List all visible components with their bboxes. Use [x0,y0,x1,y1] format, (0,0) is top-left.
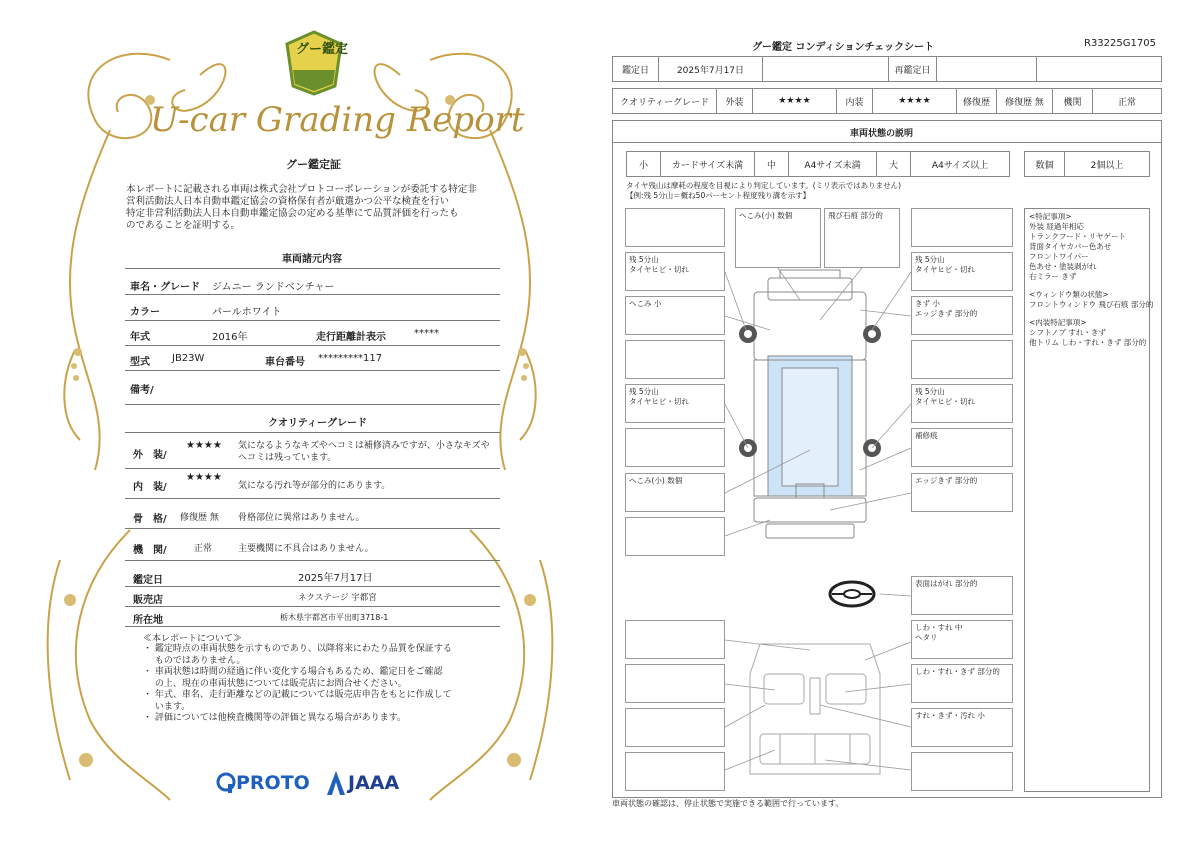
interior-box-seat: しわ・すれ・きず 部分的 [911,664,1013,703]
date-row [612,56,1162,82]
divider [125,294,500,295]
quality-section-title: クオリティーグレード [268,418,367,429]
divider [125,268,500,269]
year-label: 年式 [130,332,150,343]
divider [125,345,500,346]
divider [125,560,500,561]
damage-box-blank [911,208,1013,247]
year-value: 2016年 [212,332,248,343]
chassis-value: *********117 [318,353,383,364]
condition-check-sheet [600,0,1200,848]
divider [125,468,500,469]
address-label: 所在地 [133,615,163,626]
size-medium-key: 中 [755,152,789,176]
chassis-label: 車台番号 [265,357,305,368]
divider [125,320,500,321]
tire-box-front-right: 残 5分山 タイヤヒビ・切れ [911,252,1013,291]
tire-box-rear-right: 残 5分山 タイヤヒビ・切れ [911,384,1013,423]
report-script-title: U-car Grading Report [150,100,525,140]
size-large-key: 大 [877,152,911,176]
logo-text: グー鑑定 [296,42,349,57]
interior-box-seat-front: しわ・すれ 中 ヘタリ [911,620,1013,659]
count-desc: 2個以上 [1090,160,1124,171]
divider [125,432,500,433]
vehicle-interior-diagram [740,634,890,784]
about-notes: ・ 鑑定時点の車両状態を示すものであり、以降将来にわたり品質を保証する ものではありません。 ・ 車両状態は時間の経過に伴い変化する場合もあるため、鑑定日をご確認 の上、現在の車両状態については販売店にお問合せください。 ・ 年式、車名、走行距離などの記載については販売店申告をもとに作成して います。 ・ 評価については他検査機関等の評価と異なる場合があります。 [143,644,452,723]
interior-label: 内装 [837,89,873,113]
jaaa-brand: JAAA [348,772,400,794]
special-notes-box: <特記事項> 外装 経過年相応 トランクフード・リヤゲート 背面タイヤカバー色あせ フロントワイパー 色あせ・塗装剥がれ 右ミラー きず <ウィンドウ類の状態> フロントウィンドウ 飛び石痕 部分的 <内装特記事項> シフトノブ すれ・きず 他トリム しわ・すれ・きず 部分的 [1024,208,1150,792]
damage-box-blank [911,340,1013,379]
damage-box-blank [625,208,725,247]
divider [125,626,500,627]
tire-note-2: 【例:残 5分山＝概ね50パーセント程度残り溝を示す】 [626,191,811,200]
frame-label: 骨 格/ [133,514,167,525]
damage-box-blank [625,340,725,379]
sheet-title: グー鑑定 コンディションチェックシート [752,42,935,53]
interior-stars: ★★★★ [186,472,222,483]
size-legend [626,151,1010,177]
repair-history-label: 修復歴 [957,89,997,113]
color-value: パールホワイト [212,307,282,318]
report-number: R33225G1705 [1084,38,1156,49]
damage-box-rear-right: 補修痕 [911,428,1013,467]
tire-box-rear-left: 残 5分山 タイヤヒビ・切れ [625,384,725,423]
jaaa-logo-icon [326,770,346,796]
exterior-stars: ★★★★ [186,440,222,451]
proto-brand: PROTO [236,772,310,794]
engine-value: 正常 [194,544,213,554]
mileage-label: 走行距離計表示 [316,332,386,343]
interior-box-blank [625,708,725,747]
interior-comment: 気になる汚れ等が部分的にあります。 [238,481,391,491]
tire-box-front-left: 残 5分山 タイヤヒビ・切れ [625,252,725,291]
engine-value: 正常 [1117,97,1136,108]
model-value: JB23W [172,353,205,364]
tire-note-1: タイヤ残山は摩耗の程度を目視により判定しています。(ミリ表示ではありません) [626,181,902,190]
damage-box-rear: エッジきず 部分的 [911,473,1013,512]
count-key: 数個 [1025,152,1065,176]
interior-box-steering: 表面はがれ 部分的 [911,576,1013,615]
blank-cell [1037,57,1161,81]
damage-box-front-left: へこみ(小) 数個 [735,208,821,268]
inspection-date-value: 2025年7月17日 [298,573,373,584]
frame-comment: 骨格部位に異常はありません。 [238,513,365,523]
reinspection-value [937,57,1037,81]
proto-logo-icon [216,772,236,794]
spec-section-title: 車両諸元内容 [282,254,342,265]
exterior-label: 外装 [717,89,753,113]
damage-box-rear-left: へこみ(小) 数個 [625,473,725,512]
size-small-key: 小 [627,152,661,176]
interior-box-blank [911,752,1013,791]
vehicle-exterior-diagram [720,248,900,542]
remarks-label: 備考/ [130,385,154,396]
damage-box-right-front: きず 小 エッジきず 部分的 [911,296,1013,335]
interior-box-trim: すれ・きず・汚れ 小 [911,708,1013,747]
size-medium-desc: A4サイズ未満 [789,152,877,176]
frame-value: 修復歴 無 [180,513,219,523]
exterior-label: 外 装/ [133,450,167,461]
inspection-date-value: 2025年7月17日 [659,57,763,81]
engine-label: 機関 [1053,89,1093,113]
inspection-date-label: 鑑定日 [613,57,659,81]
sheet-footer-note: 車両状態の確認は、停止状態で実施できる範囲で行っています。 [612,799,844,808]
reinspection-label: 再鑑定日 [889,57,937,81]
damage-box-blank [625,517,725,556]
certificate-title: グー鑑定証 [286,158,341,171]
steering-wheel-icon [828,580,876,608]
divider [125,586,500,587]
interior-stars: ★★★★ [873,89,957,113]
divider [612,142,1162,143]
repair-history-value: 修復歴 無 [997,89,1053,113]
interior-box-blank [625,664,725,703]
damage-box-blank [625,428,725,467]
divider [125,528,500,529]
inspection-date-label: 鑑定日 [133,575,163,586]
size-large-desc: A4サイズ以上 [931,160,989,171]
color-label: カラー [130,307,160,318]
exterior-comment: 気になるようなキズやヘコミは補修済みですが、小さなキズや ヘコミは残っています。 [238,441,490,463]
interior-box-blank [625,620,725,659]
name-grade-value: ジムニー ランドベンチャー [212,282,335,293]
damage-box-left-front: へこみ 小 [625,296,725,335]
address-value: 栃木県宇都宮市平出町3718-1 [280,613,389,622]
quality-row [612,88,1162,114]
quality-grade-label: クオリティーグレード [613,89,717,113]
blank-cell [763,57,889,81]
name-grade-label: 車名・グレード [130,282,200,293]
divider [125,606,500,607]
model-label: 型式 [130,357,150,368]
dealer-value: ネクステージ 宇都宮 [298,593,377,603]
condition-section-title: 車両状態の説明 [850,129,914,139]
certificate-paragraph: 本レポートに記載される車両は株式会社プロトコーポレーションが委託する特定非 営利活動法人日本自動車鑑定協会の資格保有者が厳選かつ公平な検査を行い 特定非営利活動法人日本自動車鑑定協会の定める基準にて品質評価を行ったも のであることを証明する。 [126,184,477,231]
about-title: ≪本レポートについて≫ [143,634,242,644]
engine-comment: 主要機関に不具合はありません。 [238,544,374,554]
divider [125,498,500,499]
count-legend [1024,151,1150,177]
damage-box-front-right: 飛び石痕 部分的 [824,208,900,268]
engine-label: 機 関/ [133,545,167,556]
mileage-value: ***** [414,328,439,339]
dealer-label: 販売店 [133,595,163,606]
divider [125,370,500,371]
exterior-stars: ★★★★ [753,89,837,113]
size-small-desc: カードサイズ未満 [661,152,755,176]
divider [125,404,500,405]
interior-box-blank [625,752,725,791]
interior-label: 内 装/ [133,482,167,493]
